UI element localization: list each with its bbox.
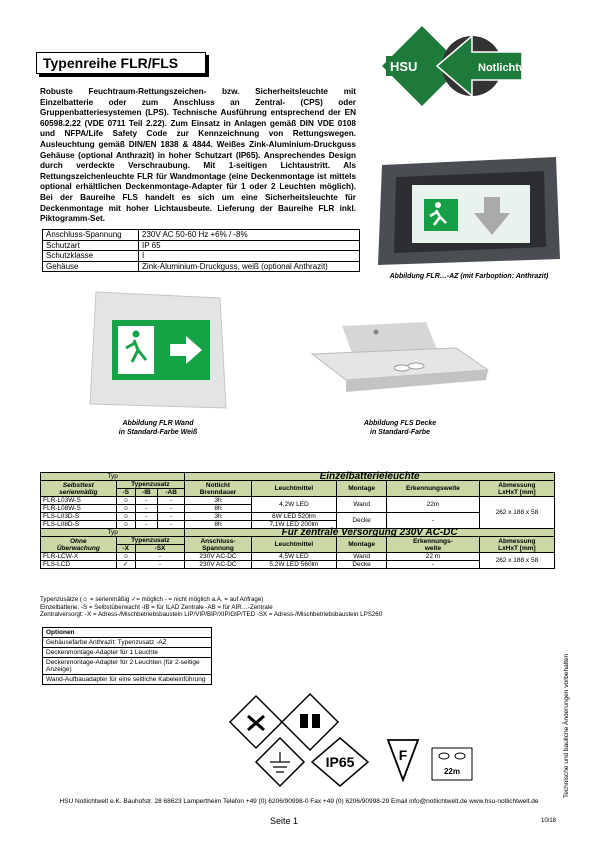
legend-line1: Typenzusätze (☺ = serienmäßig ✓= möglich - = nicht möglich a.A. = auf Anfrage) [40, 596, 264, 603]
caption-photo2-line1: Abbildung FLR Wand [122, 420, 194, 427]
option-item: Gehäusefarbe Anthrazit: Typenzusatz -AZ [43, 638, 212, 648]
typ-header-2: Typ [41, 529, 185, 537]
h2-leuchtmittel: Leuchtmittel [251, 537, 336, 553]
footer: HSU Notlichtwelt e.K. Bauhofstr. 28 68623 Lampertheim Telefon +49 (0) 6206/90998-0 Fax +49 (0) 6206/90998-29 Email info@notlichtwelt.de www.hsu-notlichtwelt.de [59, 798, 539, 805]
table-row: FLR-L08W-S ☺ - - 8h [41, 505, 555, 513]
h-serien: serienmäßig [59, 488, 98, 496]
legend-line3: Zentralversorgt: -X = Adress-/Mischbetriebsbaustein LIP/VIP/BIP/XIP/GIP/TED -SX = Adress-/Mischbetriebsbaustein LPS260 [40, 611, 383, 618]
h2-abmessung: Abmessung [498, 537, 536, 545]
options-table [42, 627, 212, 685]
h2-typenzusatz: Typenzusatz [116, 537, 185, 545]
table-row: FLS-LCD ✓ - 230V AC-DC 5,2W LED 560lm Decke - [41, 561, 555, 569]
h-lxhxt: LxHxT [mm] [498, 488, 536, 496]
legend [40, 596, 555, 619]
table-row: FLS-L03D-S ☺ - - 3h 6W LED 520lm Decke - [41, 513, 555, 521]
logo-top-text: HSU [390, 59, 418, 74]
binoculars-icon [282, 694, 338, 750]
section-einzelbatterie: Einzelbatterieleuchte [185, 473, 555, 481]
side-note: Technische und bauliche Änderungen vorbehalten [563, 653, 570, 798]
version: 10/18 [541, 818, 557, 824]
caption-photo3-line2: in Standard-Farbe [370, 428, 430, 436]
caption-photo3-line1: Abbildung FLS Decke [363, 420, 437, 427]
spec-key: Gehäuse [43, 261, 139, 272]
h-brenndauer: Brenndauer [199, 488, 237, 496]
f-mark-icon [388, 740, 418, 780]
h-ab: -AB [158, 489, 185, 497]
hazard-x-icon [230, 696, 282, 748]
logo-bottom-text: Notlichtwelt [478, 62, 541, 74]
h-selbsttest: Selbsttest [62, 481, 94, 489]
table-row: FLR-L03W-S ☺ - - 3h 4,2W LED Wand 22m 262 x 188 x 58 [41, 497, 555, 505]
option-item: Deckenmontage-Adapter für 2 Leuchten (für 2-seitige Anzeige) [43, 658, 212, 675]
product-photo-wand [88, 290, 228, 412]
ip65-icon [312, 738, 368, 786]
h-leuchtmittel: Leuchtmittel [251, 481, 336, 497]
h2-lxhxt: LxHxT [mm] [498, 544, 536, 552]
h2-sx: -SX [135, 545, 185, 553]
spec-value: I [139, 251, 360, 262]
h2-spannung: Spannung [202, 544, 234, 552]
table-row: FLS-L08D-S ☺ - - 8h 7,1W LED 200lm [41, 521, 555, 529]
ground-icon [256, 738, 304, 786]
spec-key: Anschluss-Spannung [43, 230, 139, 241]
svg-text:F: F [398, 747, 408, 763]
product-photo-decke [306, 318, 494, 410]
options-header: Optionen [43, 628, 212, 638]
intro-text: Robuste Feuchtraum-Rettungszeichen- bzw. Sicherheitsleuchte mit Einzelbatterie oder zum Anschluss an Zentral- (CPS) oder Gruppenbatteriesystemen (LPS). Technische Ausführung entsprechend der EN 60598.2.22 (VDE 0711 Teil 2.22). Zum Einsatz in Anlagen gemäß DIN VDE 0108 und NFPA/Life Safety Code zur Kennzeichnung von Rettungswegen. Ausleuchtung gemäß DIN/EN 1838 & 4844. Weißes Zink-Aluminium-Druckguss Gehäuse (optional Anthrazit) in hoher Schutzart (IP65). Ansprechendes Design durch verdeckte Verschraubung. Mit 1-seitigen Lichtaustritt. Als Rettungszeichenleuchte FLR für Wandmontage (eine Deckenmontage ist mittels optional erhältlichen Deckenmontage-Adapter für 1 oder 2 Leuchten möglich). Bei der Baureihe FLS handelt es sich um eine Sicherheitsleuchte für Deckenmontage mit hoher Lichtausbeute. Lieferung der Baureihe FLR inkl. Piktogramm-Set. [40, 87, 356, 224]
svg-text:IP65: IP65 [325, 754, 355, 770]
typ-header: Typ [41, 473, 185, 481]
page-title: Typenreihe FLR/FLS [36, 52, 206, 74]
spec-key: Schutzart [43, 240, 139, 251]
spec-value: Zink-Aluminium-Druckguss, weiß (optional Anthrazit) [139, 261, 360, 272]
section-zentral: Für zentrale Versorgung 230V AC-DC [185, 529, 555, 537]
h2-ohne: Ohne [70, 537, 87, 545]
h2-anschluss: Anschluss- [200, 537, 236, 545]
h2-erk1: Erkennungs- [413, 537, 453, 545]
product-table [40, 472, 555, 569]
svg-text:22m: 22m [443, 767, 461, 776]
h-notlicht: Notlicht [205, 481, 231, 489]
h-typenzusatz: Typenzusatz [116, 481, 185, 489]
h2-ueber: Überwachung [56, 544, 100, 552]
viewing-distance-icon [432, 748, 472, 780]
caption-photo1: Abbildung FLR…-AZ (mit Farboption: Anthrazit) [389, 273, 549, 280]
option-item: Wand-Aufbauadapter für eine seitliche Kabeleinführung [43, 675, 212, 685]
h-montage: Montage [337, 481, 387, 497]
legend-line2: Einzelbatterie: -S = Selbstüberwacht -IB = für ILAD Zentrale -AB = für AIR…-Zentrale [40, 603, 273, 611]
h-abmessung: Abmessung [498, 481, 536, 489]
caption-photo2-line2: in Standard-Farbe Weiß [118, 428, 198, 436]
table-row: FLR-LCW-X ☺ - 230V AC-DC 4,5W LED Wand 22 m 262 x 188 x 58 [41, 553, 555, 561]
spec-value: IP 65 [139, 240, 360, 251]
h2-x: -X [116, 545, 135, 553]
spec-table [42, 229, 360, 272]
h-ib: -IB [135, 489, 157, 497]
h-erkennung: Erkennungsweite [387, 481, 480, 497]
h2-erk2: weite [424, 544, 442, 552]
option-item: Deckenmontage-Adapter für 1 Leuchte [43, 648, 212, 658]
spec-value: 230V AC 50-60 Hz +6% / -8% [139, 230, 360, 241]
spec-key: Schutzklasse [43, 251, 139, 262]
h-s: -S [116, 489, 135, 497]
page-number: Seite 1 [270, 816, 299, 826]
product-photo-anthrazit [374, 155, 564, 268]
certification-icons [220, 690, 500, 790]
h2-montage: Montage [337, 537, 387, 553]
hsu-logo [382, 26, 562, 106]
